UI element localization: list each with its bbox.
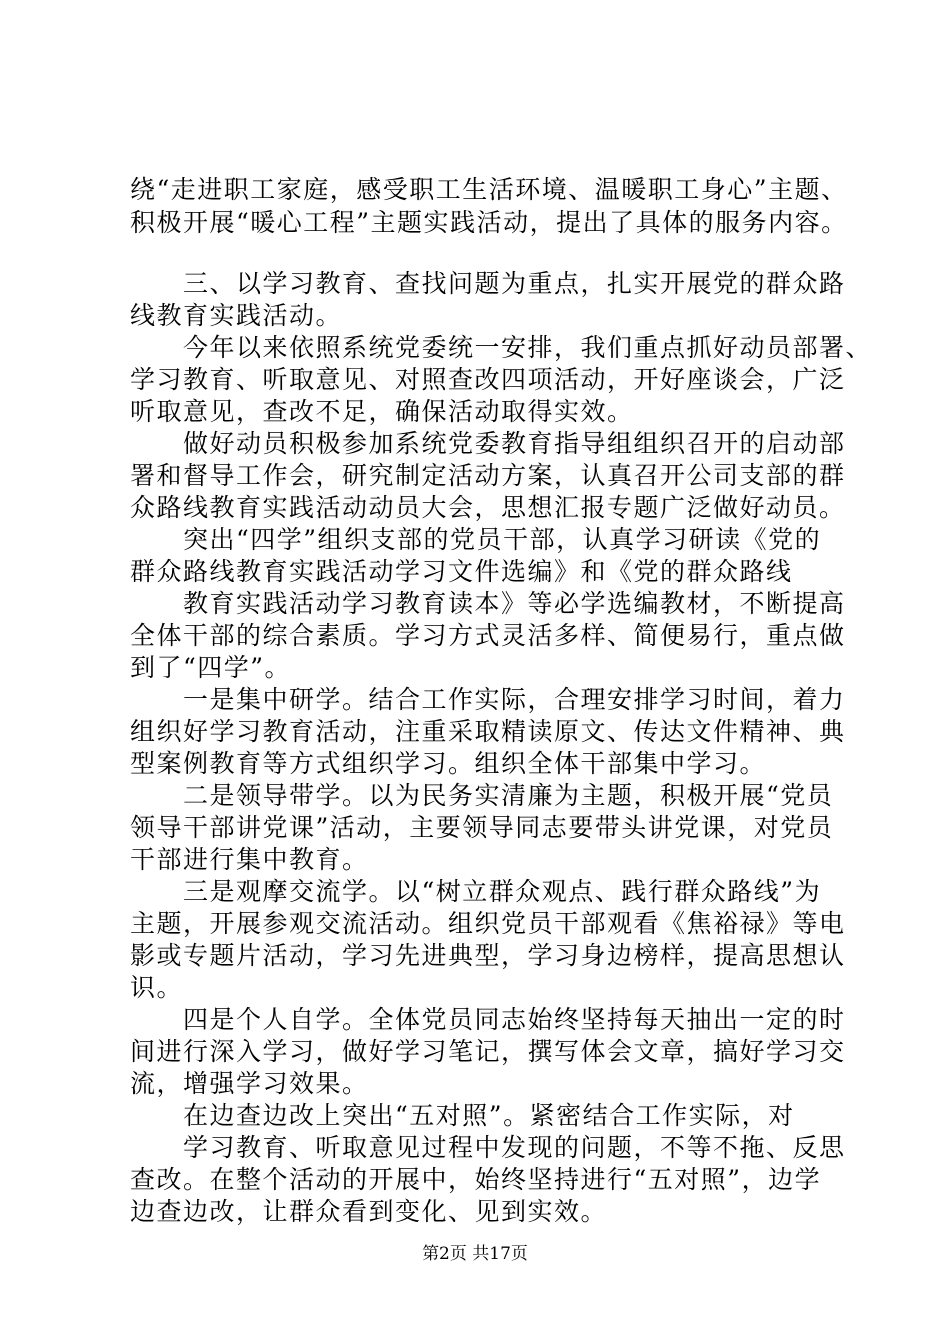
text-line: 突出“四学”组织支部的党员干部，认真学习研读《党的	[183, 525, 822, 554]
text-line: 型案例教育等方式组织学习。组织全体干部集中学习。	[130, 749, 767, 778]
page-number: 第2页 共17页	[422, 1244, 528, 1264]
text-line: 识。	[130, 973, 184, 1002]
text-line: 群众路线教育实践活动学习文件选编》和《党的群众路线	[130, 557, 793, 586]
text-line: 积极开展“暖心工程”主题实践活动，提出了具体的服务内容。	[130, 208, 848, 237]
text-line: 主题，开展参观交流活动。组织党员干部观看《焦裕禄》等电	[130, 909, 846, 938]
text-line: 一是集中研学。结合工作实际，合理安排学习时间，着力	[183, 685, 846, 714]
text-line: 组织好学习教育活动，注重采取精读原文、传达文件精神、典	[130, 717, 846, 746]
text-line: 到了“四学”。	[130, 653, 292, 682]
section-heading: 三、以学习教育、查找问题为重点，扎实开展党的群众路	[183, 269, 846, 298]
text-line: 全体干部的综合素质。学习方式灵活多样、简便易行，重点做	[130, 621, 846, 650]
text-line: 学习教育、听取意见过程中发现的问题，不等不拖、反思	[183, 1133, 846, 1162]
text-line: 边查边改，让群众看到变化、见到实效。	[130, 1197, 608, 1226]
text-line: 绕“走进职工家庭，感受职工生活环境、温暖职工身心”主题、	[130, 175, 848, 204]
text-line: 署和督导工作会，研究制定活动方案，认真召开公司支部的群	[130, 461, 846, 490]
text-line: 众路线教育实践活动动员大会，思想汇报专题广泛做好动员。	[130, 493, 846, 522]
text-line: 干部进行集中教育。	[130, 845, 369, 874]
text-line: 在边查边改上突出“五对照”。紧密结合工作实际，对	[183, 1101, 795, 1130]
section-heading: 线教育实践活动。	[130, 301, 343, 330]
text-line: 教育实践活动学习教育读本》等必学选编教材，不断提高	[183, 589, 846, 618]
text-line: 四是个人自学。全体党员同志始终坚持每天抽出一定的时	[183, 1005, 846, 1034]
text-line: 三是观摩交流学。以“树立群众观点、践行群众路线”为	[183, 877, 822, 906]
text-line: 今年以来依照系统党委统一安排，我们重点抓好动员部署、	[183, 333, 873, 362]
text-line: 流，增强学习效果。	[130, 1069, 369, 1098]
text-line: 听取意见，查改不足，确保活动取得实效。	[130, 397, 634, 426]
text-line: 二是领导带学。以为民务实清廉为主题，积极开展“党员	[183, 781, 834, 810]
text-line: 学习教育、听取意见、对照查改四项活动，开好座谈会，广泛	[130, 365, 846, 394]
text-line: 影或专题片活动，学习先进典型，学习身边榜样，提高思想认	[130, 941, 846, 970]
text-line: 间进行深入学习，做好学习笔记，撰写体会文章，搞好学习交	[130, 1037, 846, 1066]
text-line: 查改。在整个活动的开展中，始终坚持进行“五对照”，边学	[130, 1165, 822, 1194]
text-line: 领导干部讲党课”活动，主要领导同志要带头讲党课，对党员	[130, 813, 834, 842]
text-line: 做好动员积极参加系统党委教育指导组组织召开的启动部	[183, 429, 846, 458]
